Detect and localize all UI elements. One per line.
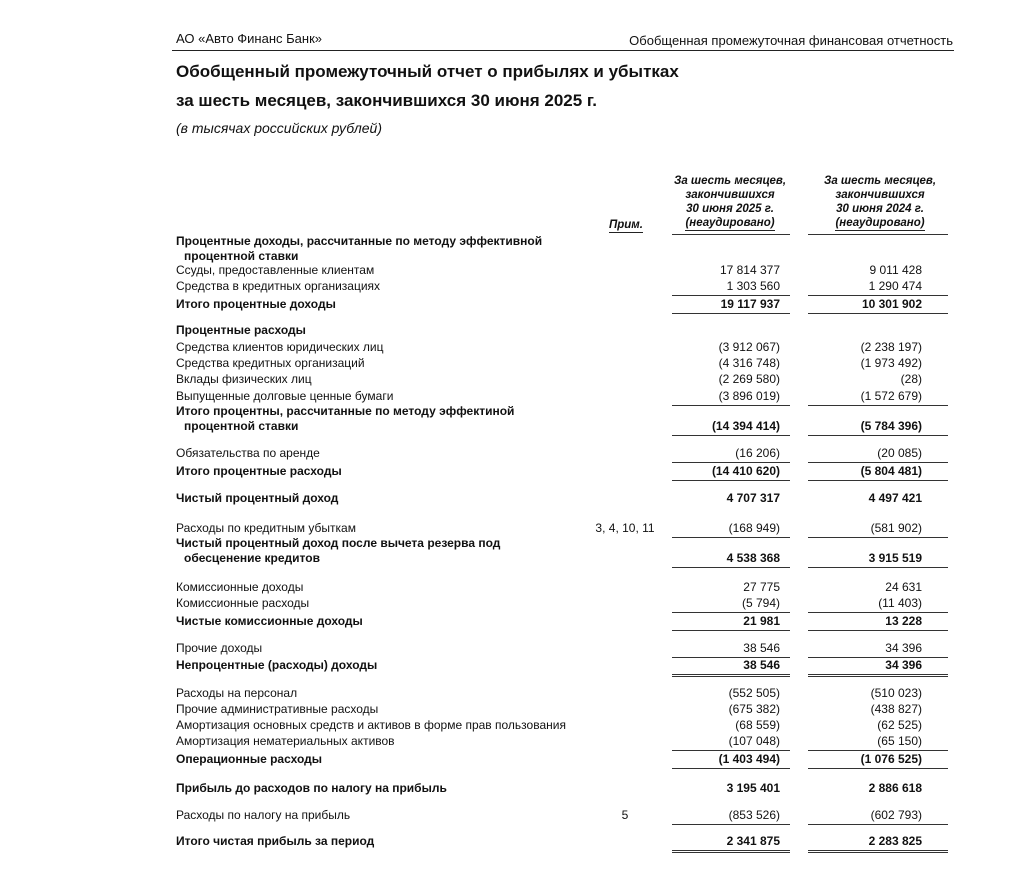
value-2024: 10 301 902 <box>861 297 922 311</box>
underline <box>672 630 790 631</box>
value-2024: (602 793) <box>870 808 922 822</box>
row-label <box>176 356 616 371</box>
row-label-line: Средства кредитных организаций <box>176 356 365 370</box>
header-rule <box>808 234 948 235</box>
underline <box>808 405 948 406</box>
value-2024: (2 238 197) <box>860 340 922 354</box>
row-label-line: Ссуды, предоставленные клиентам <box>176 263 375 277</box>
row-label-line: Комиссионные доходы <box>176 580 304 594</box>
row-label-line: обесценение кредитов <box>184 551 320 565</box>
value-2025: (2 269 580) <box>718 372 780 386</box>
row-label <box>176 808 616 823</box>
row-label <box>176 536 616 566</box>
row-label-line: Итого процентны, рассчитанные по методу эффектиной <box>176 404 515 418</box>
row-label <box>176 404 616 434</box>
value-2024: (20 085) <box>877 446 922 460</box>
underline <box>672 462 790 463</box>
underline <box>672 612 790 613</box>
value-2025: (4 316 748) <box>718 356 780 370</box>
double-underline <box>672 850 790 853</box>
value-2024: 34 396 <box>885 641 922 655</box>
double-underline <box>672 674 790 677</box>
double-underline <box>808 674 948 677</box>
underline <box>808 435 948 436</box>
underline <box>808 462 948 463</box>
header-line: За шесть месяцев, <box>673 175 787 187</box>
row-label-line: Средства клиентов юридических лиц <box>176 340 384 354</box>
row-label <box>176 580 616 595</box>
value-2025: 2 341 875 <box>726 834 780 848</box>
row-label-line: Итого процентные доходы <box>176 297 336 311</box>
row-label-line: Амортизация нематериальных активов <box>176 734 395 748</box>
value-2025: 27 775 <box>743 580 780 594</box>
row-label <box>176 491 616 506</box>
value-2025: 3 195 401 <box>726 781 780 795</box>
row-label <box>176 781 616 796</box>
underline <box>672 480 790 481</box>
value-2025: (5 794) <box>741 596 780 610</box>
row-label <box>176 521 616 536</box>
underline <box>672 537 790 538</box>
value-2024: 2 283 825 <box>868 834 922 848</box>
underline <box>672 313 790 314</box>
row-label <box>176 389 616 404</box>
value-2024: (11 403) <box>878 596 922 610</box>
row-label-line: Операционные расходы <box>176 752 323 766</box>
value-2025: (3 912 067) <box>718 340 780 354</box>
note-column-header <box>596 218 656 233</box>
value-2025: (168 949) <box>728 521 780 535</box>
column-header-2024 <box>812 174 948 231</box>
note-header-label: Прим. <box>608 219 644 231</box>
underline <box>672 824 790 825</box>
underline <box>672 405 790 406</box>
page-subtitle: за шесть месяцев, закончившихся 30 июня 2025 г. <box>176 91 598 110</box>
row-label-line: Прибыль до расходов по налогу на прибыль <box>176 781 447 795</box>
header-line: закончившихся <box>685 189 775 201</box>
header-line: закончившихся <box>835 189 925 201</box>
underline <box>672 750 790 751</box>
row-note: 3, 4, 10, 11 <box>595 521 655 535</box>
row-label-line: Расходы по налогу на прибыль <box>176 808 351 822</box>
underline <box>808 630 948 631</box>
row-label-line: Чистый процентный доход после вычета резерва под <box>176 536 501 550</box>
row-label-line: Процентные расходы <box>176 323 306 337</box>
value-2024: 4 497 421 <box>868 491 922 505</box>
value-2024: (5 804 481) <box>860 464 922 478</box>
row-label-line: Непроцентные (расходы) доходы <box>176 658 378 672</box>
row-label-line: процентной ставки <box>184 419 299 433</box>
row-label-line: Чистый процентный доход <box>176 491 339 505</box>
double-underline <box>808 850 948 853</box>
value-2025: (675 382) <box>728 702 780 716</box>
row-label <box>176 834 616 849</box>
value-2025: 38 546 <box>743 658 780 672</box>
value-2024: 2 886 618 <box>868 781 922 795</box>
underline <box>808 537 948 538</box>
underline <box>808 750 948 751</box>
row-label <box>176 263 616 278</box>
header-line: (неаудировано) <box>685 217 775 229</box>
header-line: За шесть месяцев, <box>823 175 937 187</box>
underline <box>808 567 948 568</box>
row-label <box>176 596 616 611</box>
value-2024: (28) <box>900 372 922 386</box>
row-label <box>176 279 616 294</box>
row-label-line: Комиссионные расходы <box>176 596 310 610</box>
row-label <box>176 323 616 338</box>
row-label-line: Прочие административные расходы <box>176 702 379 716</box>
row-label <box>176 718 616 733</box>
value-2025: 21 981 <box>743 614 780 628</box>
value-2025: (14 394 414) <box>711 419 780 433</box>
value-2025: 4 538 368 <box>726 551 780 565</box>
row-label-line: Обязательства по аренде <box>176 446 320 460</box>
row-label-line: Процентные доходы, рассчитанные по методу эффективной <box>176 234 543 248</box>
row-label <box>176 464 616 479</box>
column-header-2025 <box>672 174 788 231</box>
value-2024: (510 023) <box>870 686 922 700</box>
units-note: (в тысячах российских рублей) <box>176 120 382 136</box>
header-line: (неаудировано) <box>835 217 925 229</box>
row-label-line: Вклады физических лиц <box>176 372 312 386</box>
value-2025: (14 410 620) <box>711 464 780 478</box>
underline <box>672 295 790 296</box>
value-2024: 24 631 <box>885 580 922 594</box>
value-2025: 4 707 317 <box>726 491 780 505</box>
value-2024: 9 011 428 <box>869 263 922 277</box>
value-2024: 1 290 474 <box>868 279 922 293</box>
value-2025: (853 526) <box>728 808 780 822</box>
underline <box>808 824 948 825</box>
value-2025: (1 403 494) <box>718 752 780 766</box>
underline <box>808 313 948 314</box>
value-2024: (62 525) <box>877 718 922 732</box>
underline <box>808 612 948 613</box>
value-2025: (16 206) <box>735 446 780 460</box>
row-label <box>176 658 616 673</box>
value-2024: (1 973 492) <box>860 356 922 370</box>
value-2024: (65 150) <box>877 734 922 748</box>
value-2025: (107 048) <box>728 734 780 748</box>
page-title: Обобщенный промежуточный отчет о прибылях и убытках <box>176 62 679 81</box>
report-type: Обобщенная промежуточная финансовая отчетность <box>629 33 953 48</box>
row-label <box>176 297 616 312</box>
row-label <box>176 372 616 387</box>
header-line: 30 июня 2024 г. <box>836 203 924 215</box>
row-label <box>176 446 616 461</box>
header-divider <box>172 50 954 51</box>
value-2025: (3 896 019) <box>718 389 780 403</box>
row-label-line: Прочие доходы <box>176 641 263 655</box>
row-label <box>176 734 616 749</box>
row-label-line: Расходы по кредитным убыткам <box>176 521 356 535</box>
row-label-line: Итого чистая прибыль за период <box>176 834 375 848</box>
value-2024: (1 076 525) <box>860 752 922 766</box>
underline <box>808 657 948 658</box>
underline <box>808 295 948 296</box>
header-rule <box>672 234 790 235</box>
underline <box>672 435 790 436</box>
row-label-line: Расходы на персонал <box>176 686 298 700</box>
value-2024: 3 915 519 <box>868 551 922 565</box>
value-2025: 19 117 937 <box>720 297 780 311</box>
row-label-line: Выпущенные долговые ценные бумаги <box>176 389 394 403</box>
row-label-line: Чистые комиссионные доходы <box>176 614 363 628</box>
underline <box>808 768 948 769</box>
row-label-line: Средства в кредитных организациях <box>176 279 381 293</box>
value-2024: 34 396 <box>885 658 922 672</box>
header-line: 30 июня 2025 г. <box>686 203 774 215</box>
row-label-line: Амортизация основных средств и активов в форме прав пользования <box>176 718 566 732</box>
row-label <box>176 641 616 656</box>
value-2025: (68 559) <box>735 718 780 732</box>
value-2024: (5 784 396) <box>860 419 922 433</box>
underline <box>672 768 790 769</box>
row-label-line: Итого процентные расходы <box>176 464 342 478</box>
value-2024: (438 827) <box>870 702 922 716</box>
value-2024: 13 228 <box>885 614 922 628</box>
underline <box>672 567 790 568</box>
row-label <box>176 234 616 264</box>
row-label <box>176 752 616 767</box>
row-label <box>176 340 616 355</box>
value-2024: (1 572 679) <box>860 389 922 403</box>
row-label-line: процентной ставки <box>184 249 299 263</box>
row-label <box>176 686 616 701</box>
value-2024: (581 902) <box>870 521 922 535</box>
company-name: АО «Авто Финанс Банк» <box>176 31 322 46</box>
value-2025: 1 303 560 <box>726 279 780 293</box>
underline <box>808 480 948 481</box>
value-2025: (552 505) <box>728 686 780 700</box>
value-2025: 38 546 <box>743 641 780 655</box>
value-2025: 17 814 377 <box>719 263 780 277</box>
row-label <box>176 614 616 629</box>
row-label <box>176 702 616 717</box>
row-note: 5 <box>621 808 629 822</box>
